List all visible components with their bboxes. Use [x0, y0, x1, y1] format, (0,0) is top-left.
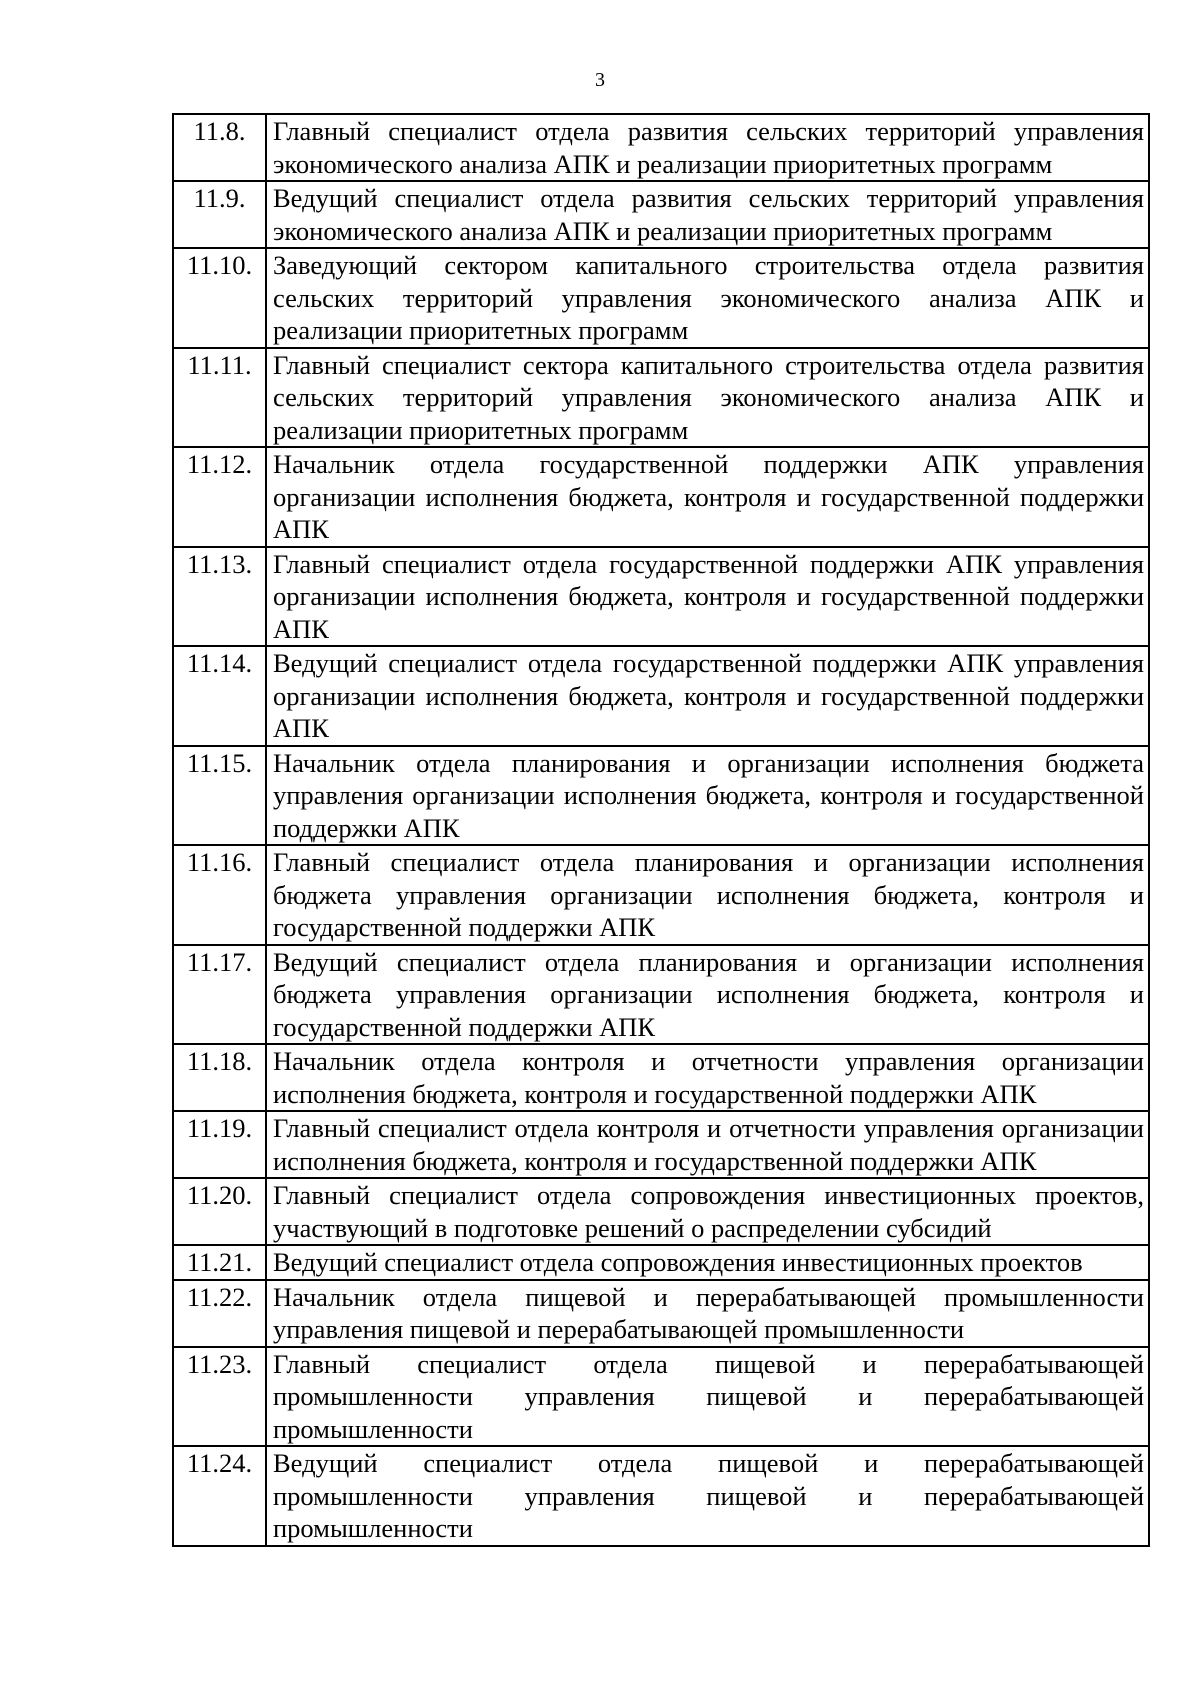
table-row	[173, 348, 1149, 448]
row-number: 11.16.	[173, 845, 266, 945]
table-row	[173, 1178, 1149, 1245]
position-title: Главный специалист отдела государственной поддержки АПК управления организации исполнения бюджета, контроля и государственной поддержки АПК	[266, 547, 1149, 647]
row-number: 11.14.	[173, 646, 266, 746]
position-title: Начальник отдела пищевой и перерабатывающей промышленности управления пищевой и перерабатывающей промышленности	[266, 1280, 1149, 1347]
table-row	[173, 181, 1149, 248]
position-title: Начальник отдела государственной поддержки АПК управления организации исполнения бюджета, контроля и государственной поддержки АПК	[266, 447, 1149, 547]
positions-table	[172, 113, 1150, 1547]
position-title: Главный специалист отдела контроля и отчетности управления организации исполнения бюджета, контроля и государственной поддержки АПК	[266, 1111, 1149, 1178]
row-number: 11.15.	[173, 746, 266, 846]
row-number: 11.13.	[173, 547, 266, 647]
position-title: Начальник отдела планирования и организации исполнения бюджета управления организации исполнения бюджета, контроля и государственной поддержки АПК	[266, 746, 1149, 846]
position-title: Главный специалист отдела сопровождения инвестиционных проектов, участвующий в подготовке решений о распределении субсидий	[266, 1178, 1149, 1245]
table-row	[173, 646, 1149, 746]
position-title: Ведущий специалист отдела пищевой и перерабатывающей промышленности управления пищевой и перерабатывающей промышленности	[266, 1446, 1149, 1546]
position-title: Ведущий специалист отдела сопровождения инвестиционных проектов	[266, 1245, 1149, 1280]
row-number: 11.17.	[173, 945, 266, 1045]
row-number: 11.9.	[173, 181, 266, 248]
table-row	[173, 248, 1149, 348]
table-row	[173, 1044, 1149, 1111]
table-row	[173, 114, 1149, 181]
row-number: 11.23.	[173, 1347, 266, 1447]
table-row	[173, 1111, 1149, 1178]
position-title: Заведующий сектором капитального строительства отдела развития сельских территорий управления экономического анализа АПК и реализации приоритетных программ	[266, 248, 1149, 348]
position-title: Ведущий специалист отдела развития сельских территорий управления экономического анализа АПК и реализации приоритетных программ	[266, 181, 1149, 248]
row-number: 11.21.	[173, 1245, 266, 1280]
position-title: Ведущий специалист отдела планирования и организации исполнения бюджета управления организации исполнения бюджета, контроля и государственной поддержки АПК	[266, 945, 1149, 1045]
table-row	[173, 845, 1149, 945]
table-row	[173, 1347, 1149, 1447]
table-row	[173, 1446, 1149, 1546]
row-number: 11.24.	[173, 1446, 266, 1546]
position-title: Ведущий специалист отдела государственной поддержки АПК управления организации исполнения бюджета, контроля и государственной поддержки АПК	[266, 646, 1149, 746]
row-number: 11.12.	[173, 447, 266, 547]
positions-table-body	[173, 114, 1149, 1546]
row-number: 11.18.	[173, 1044, 266, 1111]
position-title: Главный специалист отдела развития сельских территорий управления экономического анализа АПК и реализации приоритетных программ	[266, 114, 1149, 181]
page-number: 3	[595, 69, 605, 91]
row-number: 11.22.	[173, 1280, 266, 1347]
position-title: Начальник отдела контроля и отчетности управления организации исполнения бюджета, контроля и государственной поддержки АПК	[266, 1044, 1149, 1111]
table-row	[173, 746, 1149, 846]
table-row	[173, 447, 1149, 547]
table-row	[173, 1245, 1149, 1280]
row-number: 11.10.	[173, 248, 266, 348]
table-row	[173, 547, 1149, 647]
table-row	[173, 945, 1149, 1045]
row-number: 11.8.	[173, 114, 266, 181]
position-title: Главный специалист отдела пищевой и перерабатывающей промышленности управления пищевой и перерабатывающей промышленности	[266, 1347, 1149, 1447]
table-row	[173, 1280, 1149, 1347]
row-number: 11.11.	[173, 348, 266, 448]
position-title: Главный специалист отдела планирования и организации исполнения бюджета управления организации исполнения бюджета, контроля и государственной поддержки АПК	[266, 845, 1149, 945]
row-number: 11.20.	[173, 1178, 266, 1245]
row-number: 11.19.	[173, 1111, 266, 1178]
position-title: Главный специалист сектора капитального строительства отдела развития сельских территорий управления экономического анализа АПК и реализации приоритетных программ	[266, 348, 1149, 448]
